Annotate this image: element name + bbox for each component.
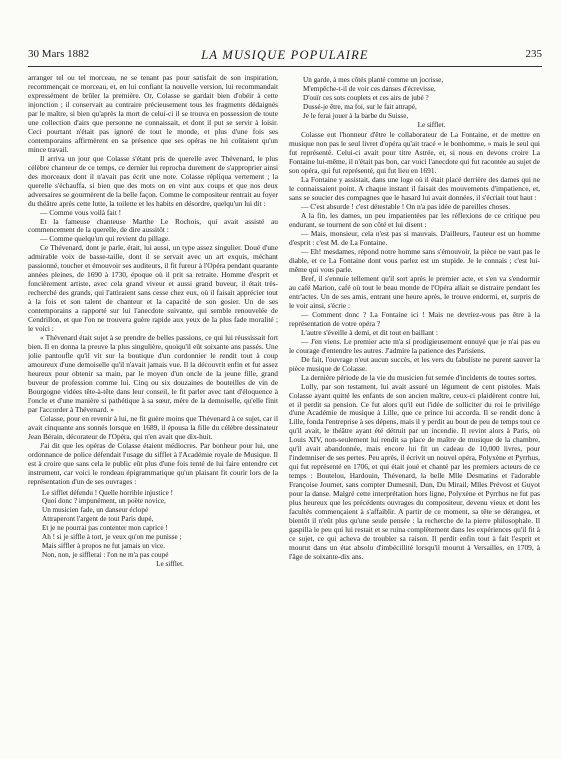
verse-line: Quoi donc ? impunément, un poëte novice, <box>42 497 166 506</box>
paragraph: A la fin, les dames, un peu impatientées par les réflexions de ce critique peu endurant, se tournent de son côté et lui disent : <box>289 211 540 230</box>
paragraph: Il arriva un jour que Colasse s'étant pris de querelle avec Thévenard, le plus célèbre chanteur de ce temps, ce dernier lui reprocha durement de s'approprier ainsi des morceaux dont il n'avait pas écrit une note. Colasse répliqua vertement ; la querelle s'échauffa, si bien que des mots on en vint aux coups et que nos deux adversaires se gourmèrent de la belle façon. Comme le compositeur rentrait au foyer du théâtre après cette lutte, la toilette et les habits en désordre, quelqu'un lui dit : <box>28 153 278 208</box>
header-rule <box>28 66 542 67</box>
verse-line: Le sifflet défendu ! Quelle horrible injustice ! <box>42 488 173 497</box>
paragraph: Bref, il s'ennuie tellement qu'il sort après le premier acte, et s'en va s'endormir au café Marion, café où tout le beau monde de l'Opéra allait se distraire pendant les entr'actes. Un de ses amis, entrant une heure après, le trouve endormi, et, surpris de le voir ainsi, s'écrie : <box>289 273 540 310</box>
paragraph: — Comment donc ? La Fontaine ici ! Mais ne devriez-vous pas être à la représentation de votre opéra ? <box>289 309 540 328</box>
page-number: 235 <box>525 48 542 60</box>
journal-title: LA MUSIQUE POPULAIRE <box>201 48 369 62</box>
header-date: 30 Mars 1882 <box>28 48 90 60</box>
paragraph: Lully, par son testament, lui avait assuré un légument de cent pistoles. Mais Colasse ayant quitté les enfants de son ancien maître, ceux-ci plaidèrent contre lui, et il perdit sa pension. Ce fut alors qu'il eut l'idée de solliciter du roi le privilége d'une Académie de musique à Lille, que ce prince lui accorda. Il se rendit donc à Lille, fonda l'entreprise à ses dépens, mais il y perdit au bout de peu de temps tout ce qu'il avait, le théâtre ayant été détruit par un incendie. Il revint alors à Paris, où Louis XIV, non-seulement lui rendit sa place de maître de musique de la chambre, qu'il avait abandonnée, mais encore lui fit un cadeau de 10,000 livres, pour l'indemniser de ses pertes. Peu après, il écrivit un nouvel opéra, Polyxène et Pyrrhus, qui fut représenté en 1706, et qui était joué et chanté par les premiers acteurs de ce temps : Boutelou, Hardouin, Thévenard, la belle Mlle Desmatins et l'adorable Françoise Journet, sans compter Dumesnil, Dun, Du Mirail, Mlles Prévost et Guyot pour la danse. Malgré cette interprétation hors ligne, Polyxène et Pyrrhus ne fut pas plus heureux que les précédents ouvrages du compositeur, devenu vieux et dont les facultés commençaient à s'affaiblir. A partir de ce moment, sa tête se dérangea, et bientôt il n'eût plus qu'une seule pensée : la recherche de la pierre philosophale. Il gaspilla le peu qui lui restait et se ruina complètement dans les expériences qu'il fit à ce sujet, ce qui acheva de troubler sa raison. Il perdit enfin tout à fait l'esprit et mourut dans un état absolu d'imbécillité lorsqu'il mourut à Versailles, en 1709, à l'âge de soixante-dix ans. <box>289 381 540 561</box>
verse-line: Je le ferai jouer à la barbe du Suisse, <box>303 111 409 120</box>
paragraph: « Thévenard était sujet à se prendre de belles passions, ce qui lui réussissait fort bien. Il en donna la preuve la plus singulière, quoiqu'il eût soixante ans passés. Une jolie pantoufle qu'il vit sur la boutique d'un cordonnier le rendit tout à coup amoureux d'une demoiselle qu'il n'avait jamais vue. Il la découvrit enfin et fut assez heureux pour obtenir sa main, par le moyen d'un oncle de la jeune fille, grand buveur de profession comme lui. Cinq ou six douzaines de bouteilles de vin de Bourgogne vidées tête-à-tête dans leur conseil, le fit parler avec tant d'éloquence à l'oncle et d'une manière si pathétique à sa sœur, mère de la demoiselle, qu'elle finit par l'accorder à Thévenard. » <box>28 333 278 414</box>
verse-line: Non, non, je sifflerai : l'on ne m'a pas coupé <box>42 550 169 559</box>
paragraph: De fait, l'ouvrage n'eut aucun succès, et les vers du fabuliste ne purent sauver la pièce musique de Colasse. <box>289 354 540 373</box>
left-column <box>28 74 278 746</box>
verse-line: Ah ! si je siffle à tort, je veux qu'on me punisse ; <box>42 533 182 542</box>
verse-line: Attraperont l'argent de tout Paris dupé, <box>42 515 154 524</box>
verse-refrain: Le sifflet. <box>156 559 184 568</box>
verse-line: Et je ne pourrai pas contenter mon caprice ! <box>42 524 168 533</box>
verse-line: Un garde, à mes côtés planté comme un jocrisse, <box>303 76 444 84</box>
paragraph: — C'est absurde ! c'est détestable ! On n'a pas idée de pareilles choses. <box>301 202 511 212</box>
paragraph: arranger tel ou tel morceau, ne se tenant pas pour satisfait de son inspiration, recommençait ce morceau, et, en lui confiant la nouvelle version, lui recommandait expressément de brûler la première. Or, Colasse se gardait bien d'obéir à cette injonction ; il conservait au contraire précieusement tous les fragments dédaignés par le maître, si bien qu'après la mort de celui-ci il se trouva en possession de toute une collection d'airs que personne ne connaissait, et dont il put se servir à loisir. Ceci pourtant n'était pas ignoré de tout le monde, et plus d'une fois ses contemporains affirmèrent en sa présence que ses opéras ne lui coûtaient qu'un mince travail. <box>28 74 278 154</box>
epigram-verse-continued <box>303 76 540 129</box>
verse-line: Dussé-je être, ma foi, sur le fait attrapé, <box>303 102 417 111</box>
paragraph: — Comme vous voilà fait ! <box>40 207 122 217</box>
paragraph: — J'en viens. Le premier acte m'a si prodigieusement ennuyé que je n'ai pas eu le courage d'entendre les autres. J'admire la patience des Parisiens. <box>289 336 540 355</box>
paragraph: Colasse eut l'honneur d'être le collaborateur de La Fontaine, et de mettre en musique non pas le seul livret d'opéra qu'ait tracé « le bonhomme, » mais le seul qui fut représenté. Celui-ci avait pour titre Astrée, et, si nous en devons croire La Fontaine lui-même, il n'était pas bon, car voici l'anecdote qui fut racontée au sujet de son opéra, qui fut représenté, qui fut lieu en 1691. <box>289 130 540 176</box>
paragraph: Et la fameuse chanteuse Marthe Le Rochois, qui avait assisté au commencement de la querelle, de dire aussitôt : <box>28 216 278 235</box>
right-column <box>289 74 540 746</box>
verse-refrain: Le sifflet. <box>417 120 446 129</box>
epigram-verse <box>42 489 278 569</box>
paragraph: La dernière période de la vie du musicien fut semée d'incidents de toutes sortes. <box>301 372 537 382</box>
paragraph: Colasse, pour en revenir à lui, ne fit guère moins que Thévenard à ce sujet, car il avait cinquante ans sonnés lorsque en 1689, il épousa la fille du célèbre dessinateur Jean Bérain, décorateur de l'Opéra, qui n'en avait que dix-huit. <box>28 413 278 441</box>
verse-line: Un musicien fade, un danseur éclopé <box>42 506 149 515</box>
paragraph: L'autre s'éveille à demi, et dit tout en baillant : <box>301 327 438 337</box>
paragraph: — Comme quelqu'un qui revient du pillage. <box>40 234 171 244</box>
paragraph: — Eh! mesdames, répond notre homme sans s'émouvoir, la pièce ne vaut pas le diable, et ce La Fontaine dont vous parlez est un stupide. Je le connais ; c'est lui-même qui vous parle. <box>289 247 540 274</box>
paragraph: Ce Thévenard, dont je parle, était, lui aussi, un type assez singulier. Doué d'une admirable voix de basse-taille, dont il se servait avec un art exquis, méchant passionné, toucher et émouvoir ses auditeurs, il fit fureur à l'Opéra pendant quarante années pleines, de 1690 à 1730, époque où il prit sa retraite. Homme d'esprit et foncièrement artiste, avec cela grand viveur et aussi grand buveur, il était très-recherché des grands, qui l'attiraient sans cesse chez eux, où il faisait apprécier tout à la fois et son talent de chanteur et la capacité de son gosier. Un de ses contemporains a rapporté sur lui l'anecdote suivante, qui semble renouvelée de Cendrillon, et que l'on ne trouvera guère rapide aux yeux de la plus fade moralité ; le voici : <box>28 243 278 334</box>
paragraph: J'ai dit que les opéras de Colasse étaient médiocres. Par bonheur pour lui, une ordonnance de police défendait l'usage du sifflet à l'Académie royale de Musique. Il est à croire que sans cela le public eût plus d'une fois tenté de lui faire entendre cet instrument, car voici le rondeau épigrammatique qu'un plaisant fit courir lors de la représentation d'un de ses ouvrages : <box>28 440 278 486</box>
paragraph: La Fontaine y assistait, dans une loge où il était placé derrière des dames qui ne le connaissaient point. A chaque instant il faisait des mouvements d'impatience, et, sans se soucier des compagnes que le hasard lui avait données, il s'écriait tout haut : <box>289 175 540 203</box>
verse-line: M'empêche-t-il de voir ces danses d'écrevisse, <box>303 84 436 93</box>
page-header <box>28 48 542 64</box>
verse-line: Mais siffler à propos ne fut jamais un vice. <box>42 542 166 550</box>
verse-line: D'ouïr ces sots couplets et ces airs de jubé ? <box>303 93 429 102</box>
paragraph: — Mais, monsieur, cela n'est pas si mauvais. D'ailleurs, l'auteur est un homme d'esprit : c'est M. de La Fontaine. <box>289 229 540 248</box>
